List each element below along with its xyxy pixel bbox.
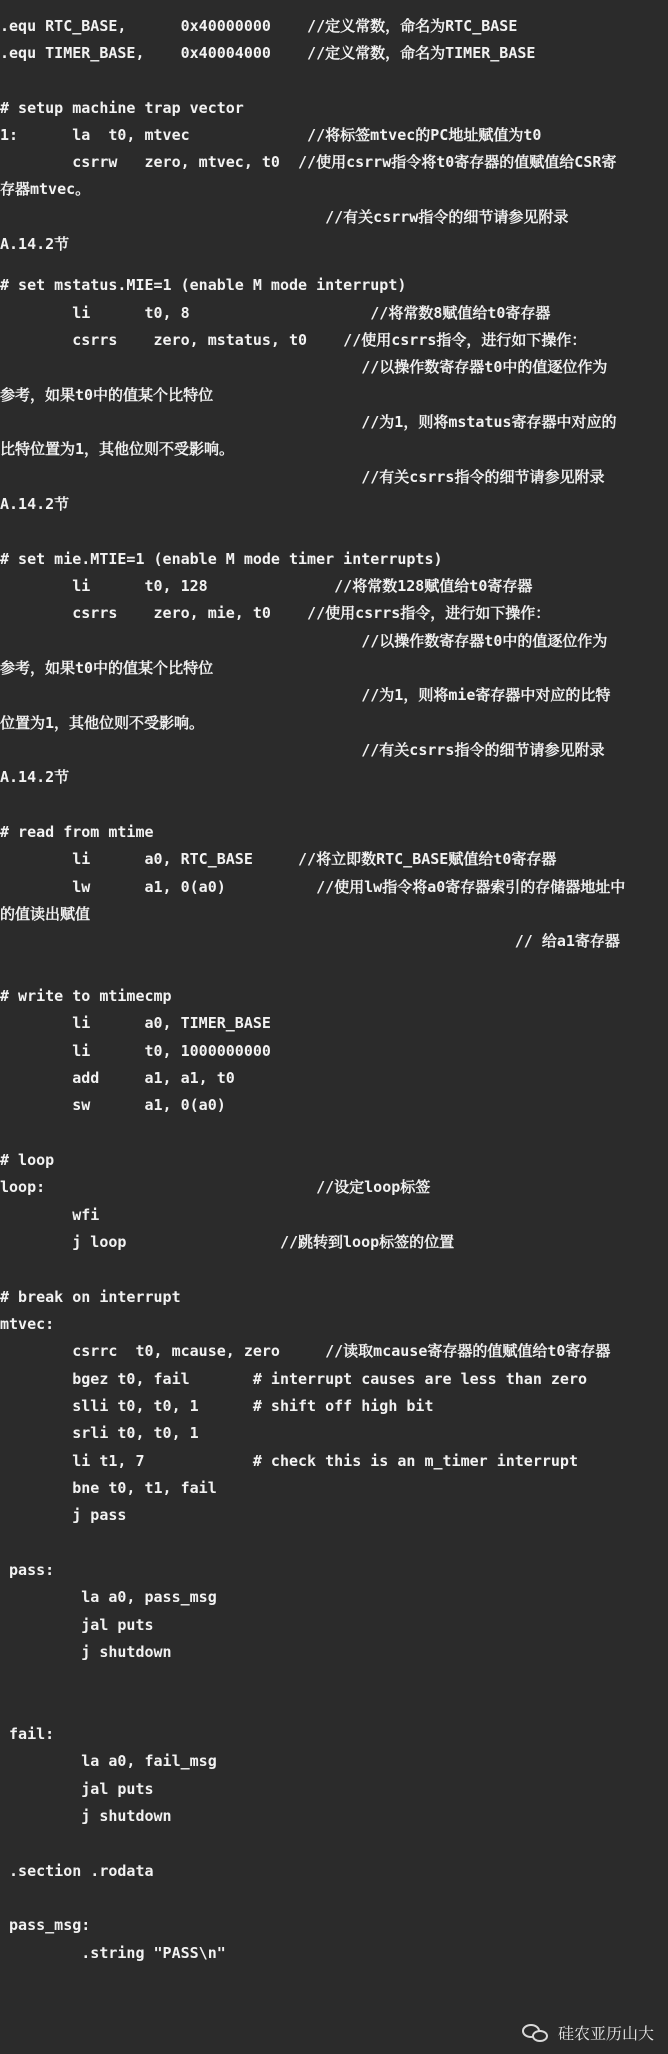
code-line: csrrw zero, mtvec, t0 //使用csrrw指令将t0寄存器的值赋值给CSR寄 <box>0 153 617 171</box>
code-line: //以操作数寄存器t0中的值逐位作为 <box>0 632 608 650</box>
code-line: pass: <box>0 1561 55 1579</box>
code-line: //有关csrrw指令的细节请参见附录 <box>0 208 569 226</box>
code-line: A.14.2节 <box>0 768 70 786</box>
code-line: //为1，则将mie寄存器中对应的比特 <box>0 686 611 704</box>
code-line: //为1，则将mstatus寄存器中对应的 <box>0 413 617 431</box>
code-line: pass_msg: <box>0 1916 91 1934</box>
code-line: la a0, fail_msg <box>0 1752 217 1770</box>
code-line: loop: //设定loop标签 <box>0 1178 431 1196</box>
code-line: j pass <box>0 1506 127 1524</box>
code-line: # set mie.MTIE=1 (enable M mode timer interrupts) <box>0 550 443 568</box>
code-line: 位置为1，其他位则不受影响。 <box>0 714 205 732</box>
code-line: # read from mtime <box>0 823 154 841</box>
code-line: 的值读出赋值 <box>0 905 91 923</box>
code-line: # setup machine trap vector <box>0 99 244 117</box>
code-line: 参考，如果t0中的值某个比特位 <box>0 386 214 404</box>
code-line: 参考，如果t0中的值某个比特位 <box>0 659 214 677</box>
code-line: A.14.2节 <box>0 495 70 513</box>
code-line: .equ TIMER_BASE, 0x40004000 //定义常数，命名为TIMER_BASE <box>0 44 536 62</box>
code-line: li t0, 8 //将常数8赋值给t0寄存器 <box>0 304 551 322</box>
code-line: li t0, 1000000000 <box>0 1042 271 1060</box>
code-line: # write to mtimecmp <box>0 987 172 1005</box>
code-line: slli t0, t0, 1 # shift off high bit <box>0 1397 434 1415</box>
code-line: li a0, TIMER_BASE <box>0 1014 271 1032</box>
code-line: csrrs zero, mstatus, t0 //使用csrrs指令，进行如下操作： <box>0 331 587 349</box>
code-line: srli t0, t0, 1 <box>0 1424 199 1442</box>
code-line: j shutdown <box>0 1807 172 1825</box>
code-line: A.14.2节 <box>0 235 70 253</box>
code-line: lw a1, 0(a0) //使用lw指令将a0寄存器索引的存储器地址中 <box>0 878 626 896</box>
code-line: jal puts <box>0 1780 154 1798</box>
code-line: csrrc t0, mcause, zero //读取mcause寄存器的值赋值给t0寄存器 <box>0 1342 611 1360</box>
code-line: .section .rodata <box>0 1862 154 1880</box>
code-line: csrrs zero, mie, t0 //使用csrrs指令，进行如下操作： <box>0 604 551 622</box>
code-line: add a1, a1, t0 <box>0 1069 235 1087</box>
code-line: la a0, pass_msg <box>0 1588 217 1606</box>
watermark-text: 硅农亚历山大 <box>557 2024 654 2043</box>
code-line: # break on interrupt <box>0 1288 181 1306</box>
code-line: 1: la t0, mtvec //将标签mtvec的PC地址赋值为t0 <box>0 126 542 144</box>
code-line: jal puts <box>0 1616 154 1634</box>
code-line: //有关csrrs指令的细节请参见附录 <box>0 468 605 486</box>
code-line: li t1, 7 # check this is an m_timer interrupt <box>0 1452 578 1470</box>
code-line: bgez t0, fail # interrupt causes are less than zero <box>0 1370 587 1388</box>
code-line: li t0, 128 //将常数128赋值给t0寄存器 <box>0 577 533 595</box>
code-line: sw a1, 0(a0) <box>0 1096 226 1114</box>
code-line: // 给a1寄存器 <box>0 932 620 950</box>
code-line: fail: <box>0 1725 55 1743</box>
code-line: 存器mtvec。 <box>0 180 91 198</box>
code-line: 比特位置为1，其他位则不受影响。 <box>0 440 235 458</box>
code-line: j loop //跳转到loop标签的位置 <box>0 1233 455 1251</box>
code-line: .equ RTC_BASE, 0x40000000 //定义常数，命名为RTC_BASE <box>0 17 518 35</box>
code-line: # set mstatus.MIE=1 (enable M mode interrupt) <box>0 276 407 294</box>
code-line: bne t0, t1, fail <box>0 1479 217 1497</box>
code-line: .string "PASS\n" <box>0 1944 226 1962</box>
code-line: //有关csrrs指令的细节请参见附录 <box>0 741 605 759</box>
code-line: # loop <box>0 1151 55 1169</box>
code-line: j shutdown <box>0 1643 172 1661</box>
wechat-icon <box>522 2022 550 2044</box>
watermark <box>522 2021 654 2044</box>
code-line: wfi <box>0 1206 100 1224</box>
code-line: li a0, RTC_BASE //将立即数RTC_BASE赋值给t0寄存器 <box>0 850 557 868</box>
code-line: //以操作数寄存器t0中的值逐位作为 <box>0 358 608 376</box>
code-line: mtvec: <box>0 1315 55 1333</box>
